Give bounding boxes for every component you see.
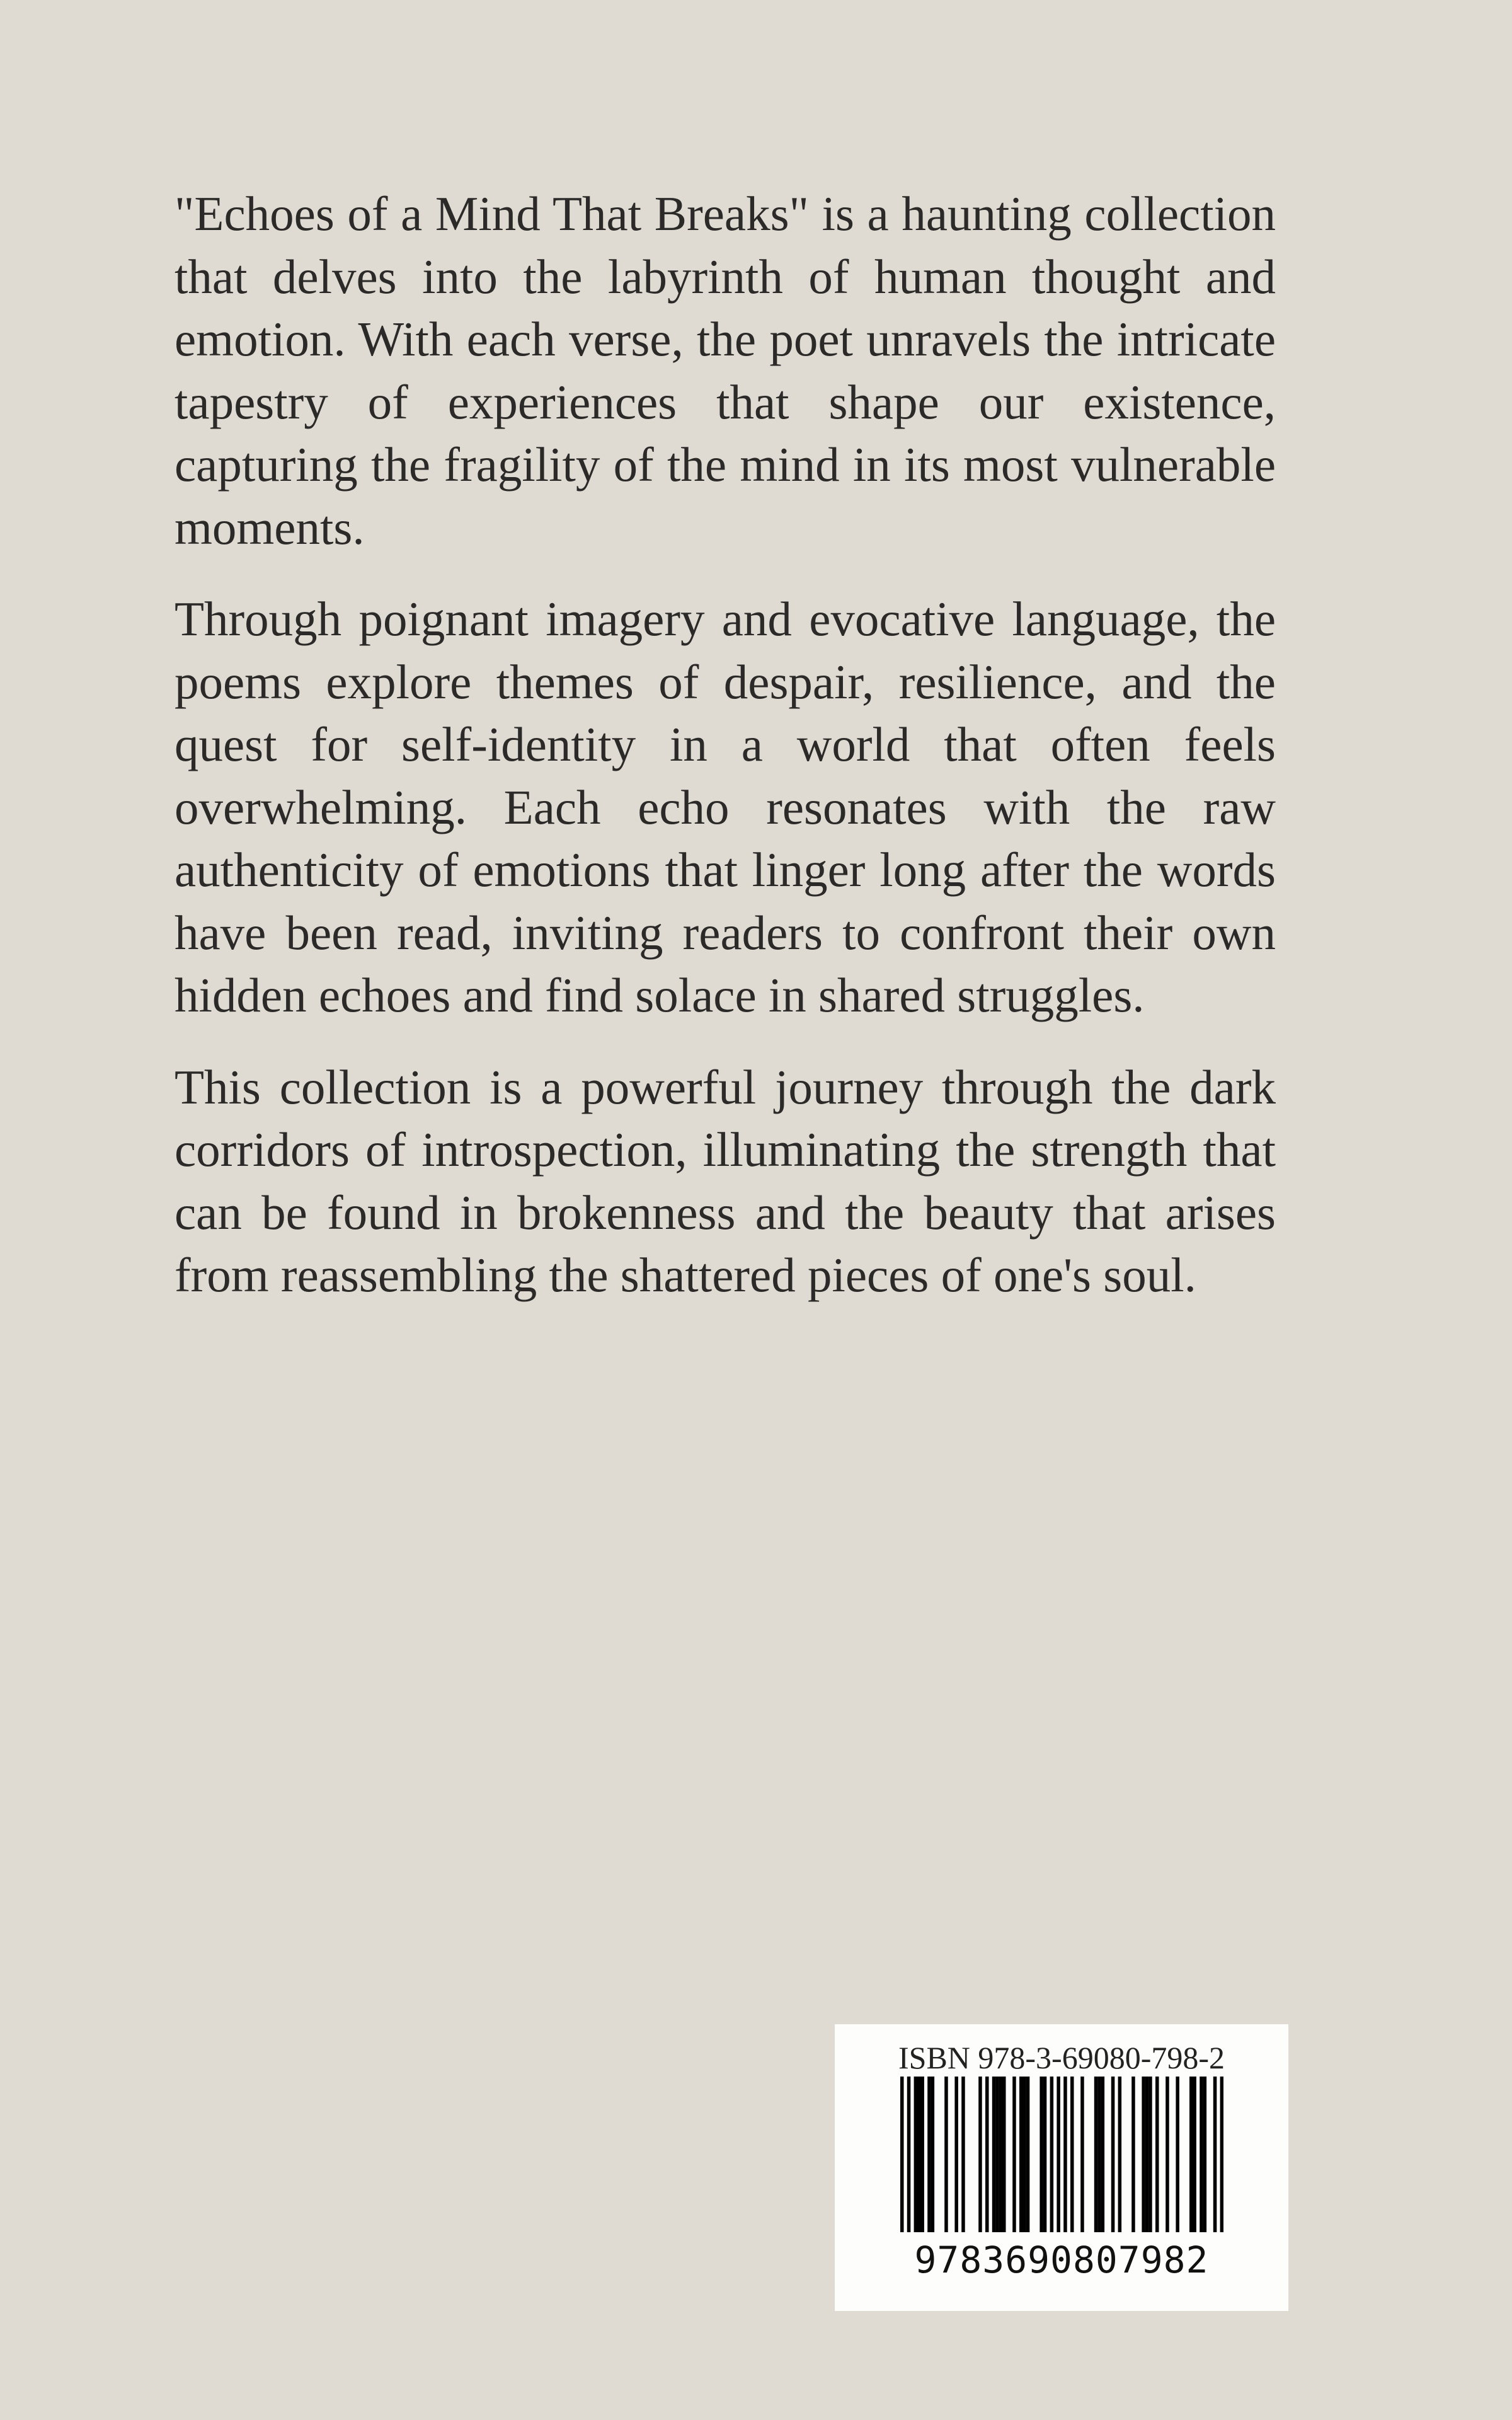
barcode-bar xyxy=(1193,2077,1196,2232)
blurb-paragraph-2: Through poignant imagery and evocative language, the poems explore themes of despair, resilience, and the quest for self-identity in a world that often feels overwhelming. Each echo resonates with the raw authenticity of emotions that linger long after the words have been read, inviting readers to confront their own hidden echoes and find solace in shared struggles. xyxy=(175,592,1276,1022)
barcode-bar xyxy=(1043,2077,1047,2232)
barcode-bar xyxy=(1145,2077,1149,2232)
barcode-bars xyxy=(900,2077,1223,2232)
barcode-bar xyxy=(1176,2077,1179,2232)
barcode-bar xyxy=(1063,2077,1067,2232)
barcode-bar xyxy=(1094,2077,1098,2232)
barcode-bar xyxy=(1148,2077,1152,2232)
barcode-bar xyxy=(995,2077,999,2232)
barcode-bar xyxy=(907,2077,911,2232)
back-cover-blurb xyxy=(175,183,1276,1336)
barcode-bar xyxy=(1131,2077,1135,2232)
barcode-bar xyxy=(1097,2077,1101,2232)
barcode-bar xyxy=(961,2077,965,2232)
barcode-bar xyxy=(1022,2077,1026,2232)
barcode-bar xyxy=(1057,2077,1060,2232)
isbn-label: ISBN 978-3-69080-798-2 xyxy=(898,2040,1225,2075)
barcode-bar xyxy=(1050,2077,1054,2232)
barcode-bar xyxy=(992,2077,996,2232)
barcode-bar xyxy=(917,2077,921,2232)
barcode-digits: 9783690807982 xyxy=(914,2238,1209,2281)
barcode-bar xyxy=(927,2077,931,2232)
barcode-bar xyxy=(1012,2077,1016,2232)
barcode-bar xyxy=(1019,2077,1023,2232)
barcode-bar xyxy=(914,2077,918,2232)
barcode-bar xyxy=(1002,2077,1006,2232)
barcode-bar xyxy=(1070,2077,1074,2232)
barcode-bar xyxy=(1118,2077,1122,2232)
barcode-bar xyxy=(1166,2077,1169,2232)
barcode-bar xyxy=(1101,2077,1105,2232)
blurb-paragraph-3: This collection is a powerful journey through the dark corridors of introspection, illuminating the strength that can be found in brokenness and the beauty that arises from reassembling the shattered pieces of one's soul. xyxy=(175,1059,1276,1302)
barcode-bar xyxy=(1040,2077,1043,2232)
barcode-bar xyxy=(999,2077,1003,2232)
barcode-bar xyxy=(1026,2077,1030,2232)
barcode-bar xyxy=(1080,2077,1084,2232)
barcode-bar xyxy=(931,2077,935,2232)
barcode-bar xyxy=(1189,2077,1193,2232)
barcode-bar xyxy=(944,2077,948,2232)
barcode-bar xyxy=(954,2077,958,2232)
barcode-bar xyxy=(1142,2077,1145,2232)
isbn-barcode-box xyxy=(835,2024,1288,2311)
blurb-paragraph-1: "Echoes of a Mind That Breaks" is a haunting collection that delves into the labyrinth of human thought and emotion. With each verse, the poet unravels the intricate tapestry of experiences that shape our existence, capturing the fragility of the mind in its most vulnerable moments. xyxy=(175,187,1276,555)
barcode-bar xyxy=(1155,2077,1159,2232)
barcode-bar xyxy=(1111,2077,1115,2232)
barcode-bar xyxy=(920,2077,924,2232)
barcode-bar xyxy=(978,2077,982,2232)
barcode-bar xyxy=(1200,2077,1203,2232)
barcode-bar xyxy=(1213,2077,1217,2232)
barcode-bar xyxy=(985,2077,989,2232)
barcode-bar xyxy=(1203,2077,1207,2232)
barcode-bar xyxy=(900,2077,904,2232)
barcode-bar xyxy=(1220,2077,1223,2232)
